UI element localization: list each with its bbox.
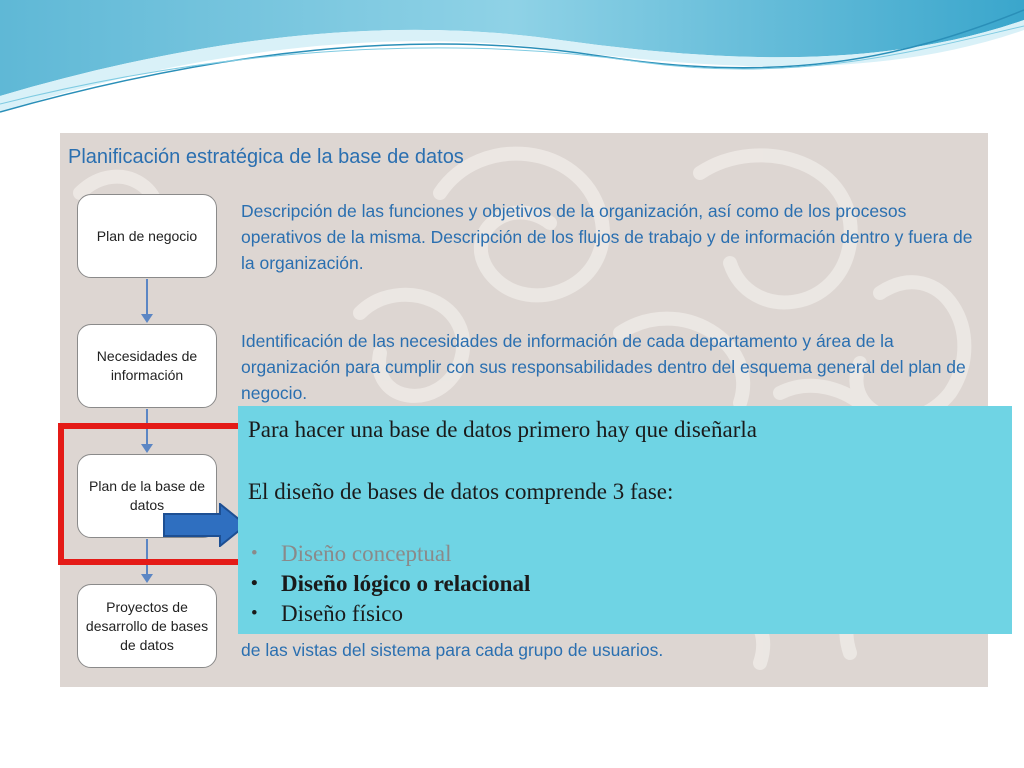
header-wave-decoration (0, 0, 1024, 120)
callout-intro: Para hacer una base de datos primero hay que diseñarla (248, 417, 757, 442)
step-proyectos-de-desarrollo: Proyectos de desarrollo de bases de datos (77, 584, 217, 668)
step-necesidades-de-informacion: Necesidades de información (77, 324, 217, 408)
flow-arrow (146, 279, 148, 321)
step-plan-de-negocio: Plan de negocio (77, 194, 217, 278)
step-description-necesidades: Identificación de las necesidades de información de cada departamento y área de la organización para cumplir con sus responsabilidades dentro del esquema general del plan de negocio. (241, 331, 966, 403)
phase-list (248, 539, 1002, 629)
phase-item-fisico: • Diseño físico (248, 599, 1002, 629)
diagram-title: Planificación estratégica de la base de datos (68, 146, 464, 168)
step-description-plan-de-negocio: Descripción de las funciones y objetivos de la organización, así como de los procesos operativos de la misma. Descripción de los flujos de trabajo y de información dentro y fuera de la organización. (241, 201, 973, 273)
phase-item-logico: • Diseño lógico o relacional (248, 569, 1002, 599)
phase-item-conceptual: • Diseño conceptual (248, 539, 1002, 569)
pointer-arrow-icon (162, 503, 248, 547)
callout-box (238, 406, 1012, 634)
step-plan-de-la-base-de-datos: Plan de la base de datos (77, 454, 217, 538)
step-description-proyectos: de las vistas del sistema para cada grupo de usuarios. (241, 640, 664, 660)
callout-phases-heading: El diseño de bases de datos comprende 3 fase: (248, 479, 674, 504)
